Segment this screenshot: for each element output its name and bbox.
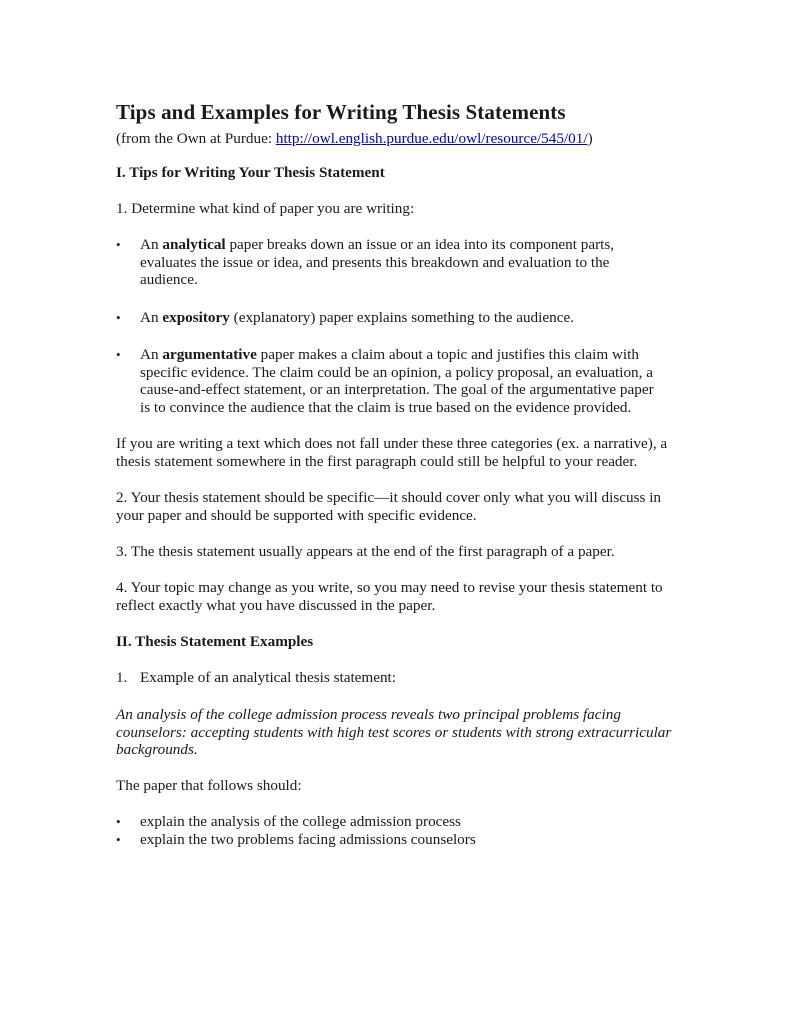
example-1-thesis: An analysis of the college admission process reveals two principal problems facing counselors: accepting students with high test scores or students with strong extracurricular backgrounds. (116, 706, 672, 758)
bullet-icon: • (116, 310, 121, 325)
bullet-icon: • (116, 347, 121, 362)
tip-1: 1. Determine what kind of paper you are writing: (116, 200, 415, 217)
document-title: Tips and Examples for Writing Thesis Statements (116, 100, 566, 124)
source-line (116, 130, 676, 148)
source-prefix: (from the Own at Purdue: (116, 130, 276, 147)
bullet-text: An expository (explanatory) paper explains something to the audience. (140, 309, 574, 326)
example-number: 1. (116, 669, 128, 686)
bullet-text: An argumentative paper makes a claim about a topic and justifies this claim with specific evidence. The claim could be an opinion, a policy proposal, an evaluation, a cause-and-effect statement, or an interpretation. The goal of the argumentative paper is to convince the audience that the claim is true based on the evidence provided. (140, 346, 654, 416)
follow-item-text: explain the analysis of the college admission process (140, 813, 461, 830)
section-heading-tips: I. Tips for Writing Your Thesis Statement (116, 164, 385, 181)
follow-intro: The paper that follows should: (116, 777, 302, 794)
source-link[interactable]: http://owl.english.purdue.edu/owl/resource/545/01/ (275, 130, 588, 147)
example-label: Example of an analytical thesis statement: (140, 669, 396, 686)
tip-2: 2. Your thesis statement should be specific—it should cover only what you will discuss in your paper and should be supported with specific evidence. (116, 489, 662, 524)
section-heading-examples: II. Thesis Statement Examples (116, 633, 314, 650)
bullet-text: An analytical paper breaks down an issue or an idea into its component parts, evaluates the issue or idea, and presents this breakdown and evaluation to the audience. (140, 236, 615, 288)
source-suffix: ) (587, 130, 593, 147)
bullet-icon: • (116, 237, 121, 252)
bullet-icon: • (116, 814, 121, 829)
tip-4: 4. Your topic may change as you write, so you may need to revise your thesis statement to reflect exactly what you have discussed in the paper. (116, 579, 663, 614)
tip-3: 3. The thesis statement usually appears at the end of the first paragraph of a paper. (116, 543, 615, 560)
bullet-icon: • (116, 832, 121, 847)
follow-item-text: explain the two problems facing admissions counselors (140, 831, 476, 848)
categories-note: If you are writing a text which does not fall under these three categories (ex. a narrative), a thesis statement somewhere in the first paragraph could still be helpful to your reader. (116, 435, 668, 470)
